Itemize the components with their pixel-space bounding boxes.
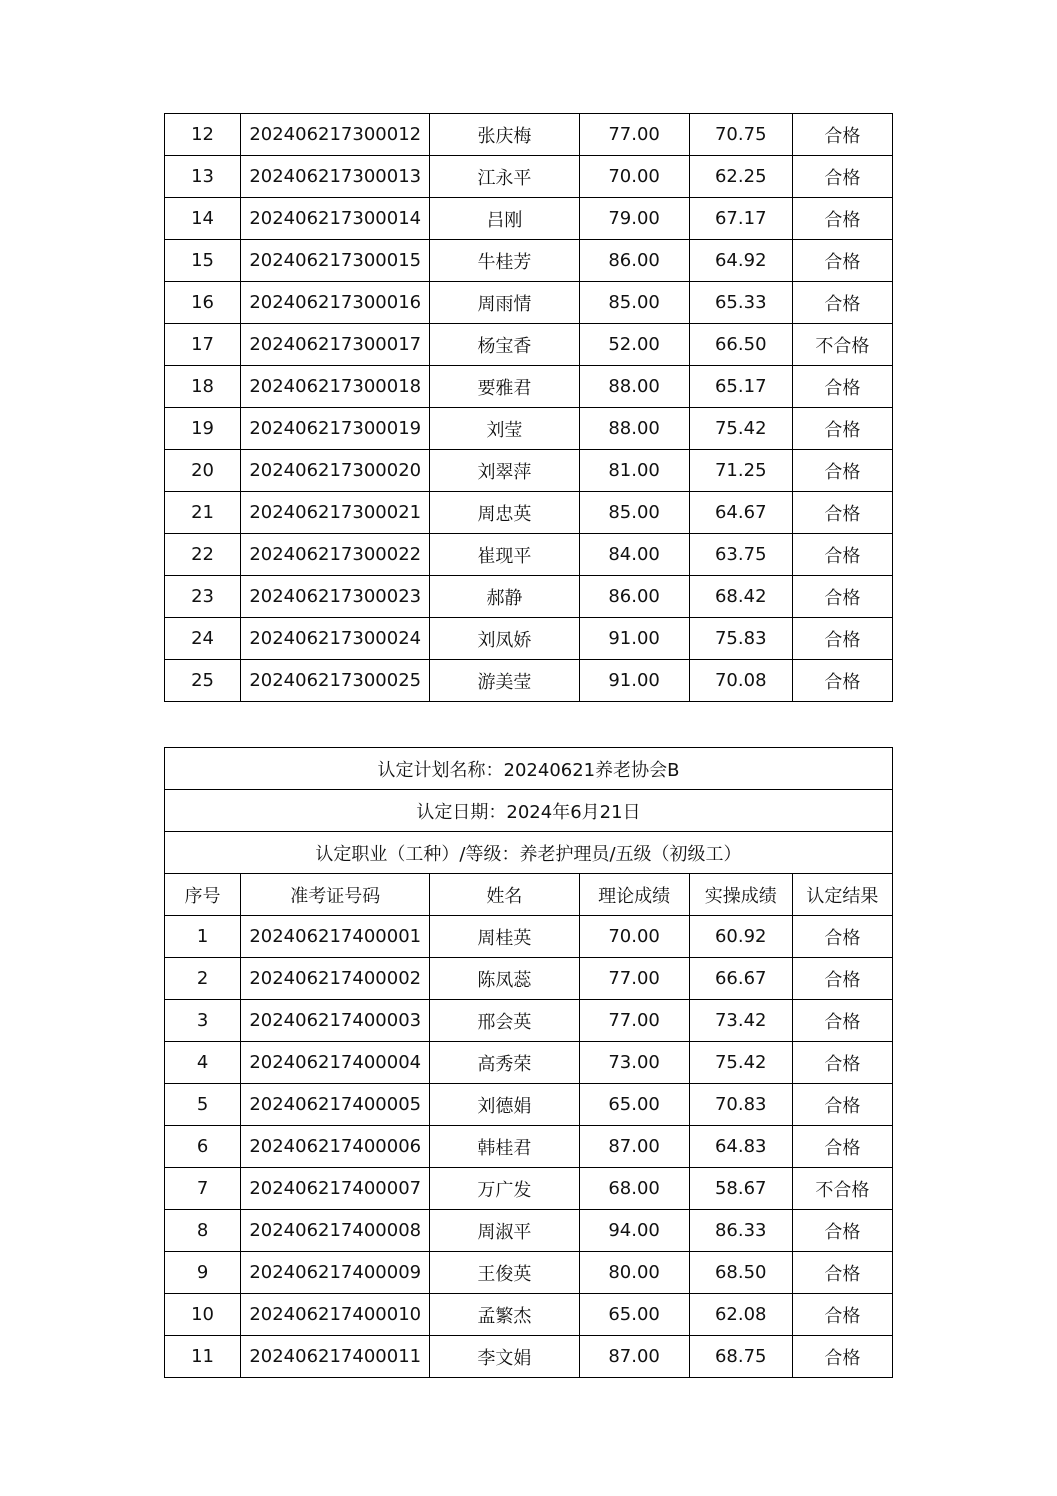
cell-name: 周桂英 [430, 916, 579, 958]
cell-result: 合格 [792, 156, 892, 198]
header-seq: 序号 [165, 874, 241, 916]
cell-ticket-number: 202406217400003 [241, 1000, 430, 1042]
cell-practical-score: 66.50 [689, 324, 792, 366]
results-table-continued [164, 113, 893, 702]
cell-name: 崔现平 [430, 534, 579, 576]
table-row [165, 492, 893, 534]
cell-result: 合格 [792, 408, 892, 450]
cell-practical-score: 71.25 [689, 450, 792, 492]
table-row [165, 1042, 893, 1084]
cell-theory-score: 91.00 [579, 618, 689, 660]
table-row [165, 1252, 893, 1294]
cell-theory-score: 70.00 [579, 156, 689, 198]
cell-result: 合格 [792, 534, 892, 576]
cell-theory-score: 86.00 [579, 576, 689, 618]
cell-ticket-number: 202406217300024 [241, 618, 430, 660]
plan-name: 认定计划名称：20240621养老协会B [165, 748, 893, 790]
results-table-b [164, 747, 893, 1378]
cell-result: 合格 [792, 1042, 892, 1084]
cell-result: 合格 [792, 1294, 892, 1336]
results-table-continued-body [165, 114, 893, 702]
table-row [165, 114, 893, 156]
cell-ticket-number: 202406217300021 [241, 492, 430, 534]
table-row [165, 618, 893, 660]
cell-theory-score: 94.00 [579, 1210, 689, 1252]
cell-result: 合格 [792, 1084, 892, 1126]
cell-practical-score: 60.92 [689, 916, 792, 958]
cell-name: 王俊英 [430, 1252, 579, 1294]
cell-practical-score: 68.50 [689, 1252, 792, 1294]
cell-practical-score: 64.83 [689, 1126, 792, 1168]
cell-practical-score: 86.33 [689, 1210, 792, 1252]
cell-practical-score: 66.67 [689, 958, 792, 1000]
cell-practical-score: 70.08 [689, 660, 792, 702]
cell-result: 合格 [792, 450, 892, 492]
cell-seq: 18 [165, 366, 241, 408]
cell-name: 刘翠萍 [430, 450, 579, 492]
cell-seq: 14 [165, 198, 241, 240]
cell-name: 吕刚 [430, 198, 579, 240]
cell-practical-score: 58.67 [689, 1168, 792, 1210]
cell-result: 合格 [792, 114, 892, 156]
cell-name: 邢会英 [430, 1000, 579, 1042]
cell-ticket-number: 202406217300018 [241, 366, 430, 408]
cell-practical-score: 62.25 [689, 156, 792, 198]
cell-name: 孟繁杰 [430, 1294, 579, 1336]
table-row [165, 198, 893, 240]
cell-ticket-number: 202406217400006 [241, 1126, 430, 1168]
cell-theory-score: 68.00 [579, 1168, 689, 1210]
cell-result: 合格 [792, 240, 892, 282]
cell-practical-score: 67.17 [689, 198, 792, 240]
cell-ticket-number: 202406217300016 [241, 282, 430, 324]
cell-seq: 15 [165, 240, 241, 282]
cell-practical-score: 68.42 [689, 576, 792, 618]
table-row [165, 408, 893, 450]
cell-name: 周淑平 [430, 1210, 579, 1252]
table-row [165, 1168, 893, 1210]
table-row [165, 366, 893, 408]
header-row [165, 874, 893, 916]
cell-seq: 21 [165, 492, 241, 534]
cell-practical-score: 63.75 [689, 534, 792, 576]
occupation-row [165, 832, 893, 874]
cell-seq: 6 [165, 1126, 241, 1168]
cell-name: 郝静 [430, 576, 579, 618]
cell-ticket-number: 202406217300019 [241, 408, 430, 450]
table-row [165, 240, 893, 282]
header-ticket: 准考证号码 [241, 874, 430, 916]
cell-seq: 20 [165, 450, 241, 492]
cell-theory-score: 52.00 [579, 324, 689, 366]
cell-seq: 13 [165, 156, 241, 198]
cell-result: 合格 [792, 660, 892, 702]
table-row [165, 916, 893, 958]
cell-theory-score: 65.00 [579, 1294, 689, 1336]
cell-practical-score: 68.75 [689, 1336, 792, 1378]
cell-theory-score: 88.00 [579, 408, 689, 450]
cell-theory-score: 87.00 [579, 1126, 689, 1168]
table-row [165, 958, 893, 1000]
cell-result: 合格 [792, 1000, 892, 1042]
cell-result: 合格 [792, 366, 892, 408]
cell-seq: 10 [165, 1294, 241, 1336]
cell-theory-score: 77.00 [579, 958, 689, 1000]
cell-name: 周忠英 [430, 492, 579, 534]
cell-name: 刘凤娇 [430, 618, 579, 660]
table-row [165, 1000, 893, 1042]
cell-practical-score: 65.33 [689, 282, 792, 324]
cell-name: 高秀荣 [430, 1042, 579, 1084]
cell-practical-score: 70.83 [689, 1084, 792, 1126]
cell-seq: 16 [165, 282, 241, 324]
cell-theory-score: 91.00 [579, 660, 689, 702]
header-name: 姓名 [430, 874, 579, 916]
table-row [165, 1336, 893, 1378]
occupation-level: 认定职业（工种）/等级：养老护理员/五级（初级工） [165, 832, 893, 874]
cell-result: 合格 [792, 916, 892, 958]
cell-theory-score: 86.00 [579, 240, 689, 282]
cell-name: 刘德娟 [430, 1084, 579, 1126]
certification-date: 认定日期：2024年6月21日 [165, 790, 893, 832]
cell-result: 合格 [792, 198, 892, 240]
cell-theory-score: 65.00 [579, 1084, 689, 1126]
cell-name: 陈凤蕊 [430, 958, 579, 1000]
cell-seq: 5 [165, 1084, 241, 1126]
cell-ticket-number: 202406217400001 [241, 916, 430, 958]
header-practical: 实操成绩 [689, 874, 792, 916]
table-row [165, 1294, 893, 1336]
cell-theory-score: 77.00 [579, 114, 689, 156]
cell-theory-score: 88.00 [579, 366, 689, 408]
cell-ticket-number: 202406217400008 [241, 1210, 430, 1252]
cell-theory-score: 73.00 [579, 1042, 689, 1084]
cell-ticket-number: 202406217400011 [241, 1336, 430, 1378]
cell-result: 合格 [792, 1126, 892, 1168]
cell-seq: 8 [165, 1210, 241, 1252]
cell-name: 要雅君 [430, 366, 579, 408]
cell-practical-score: 75.42 [689, 1042, 792, 1084]
cell-ticket-number: 202406217300013 [241, 156, 430, 198]
header-result: 认定结果 [792, 874, 892, 916]
cell-practical-score: 75.83 [689, 618, 792, 660]
plan-name-row [165, 748, 893, 790]
cell-ticket-number: 202406217400005 [241, 1084, 430, 1126]
cell-seq: 7 [165, 1168, 241, 1210]
cell-name: 张庆梅 [430, 114, 579, 156]
date-row [165, 790, 893, 832]
cell-name: 江永平 [430, 156, 579, 198]
cell-ticket-number: 202406217400010 [241, 1294, 430, 1336]
cell-practical-score: 64.92 [689, 240, 792, 282]
cell-result: 合格 [792, 492, 892, 534]
cell-result: 不合格 [792, 324, 892, 366]
cell-ticket-number: 202406217400002 [241, 958, 430, 1000]
cell-practical-score: 73.42 [689, 1000, 792, 1042]
cell-seq: 4 [165, 1042, 241, 1084]
cell-name: 刘莹 [430, 408, 579, 450]
cell-practical-score: 64.67 [689, 492, 792, 534]
table-row [165, 1126, 893, 1168]
cell-theory-score: 85.00 [579, 492, 689, 534]
cell-name: 杨宝香 [430, 324, 579, 366]
table-row [165, 1084, 893, 1126]
cell-seq: 1 [165, 916, 241, 958]
header-theory: 理论成绩 [579, 874, 689, 916]
cell-name: 李文娟 [430, 1336, 579, 1378]
cell-name: 游美莹 [430, 660, 579, 702]
cell-result: 合格 [792, 282, 892, 324]
cell-name: 万广发 [430, 1168, 579, 1210]
cell-ticket-number: 202406217400009 [241, 1252, 430, 1294]
cell-theory-score: 70.00 [579, 916, 689, 958]
cell-practical-score: 70.75 [689, 114, 792, 156]
cell-seq: 24 [165, 618, 241, 660]
cell-theory-score: 77.00 [579, 1000, 689, 1042]
cell-seq: 22 [165, 534, 241, 576]
cell-ticket-number: 202406217300025 [241, 660, 430, 702]
cell-name: 牛桂芳 [430, 240, 579, 282]
cell-seq: 12 [165, 114, 241, 156]
cell-ticket-number: 202406217400004 [241, 1042, 430, 1084]
cell-theory-score: 84.00 [579, 534, 689, 576]
cell-practical-score: 62.08 [689, 1294, 792, 1336]
cell-seq: 9 [165, 1252, 241, 1294]
cell-result: 不合格 [792, 1168, 892, 1210]
cell-ticket-number: 202406217400007 [241, 1168, 430, 1210]
cell-theory-score: 87.00 [579, 1336, 689, 1378]
cell-ticket-number: 202406217300023 [241, 576, 430, 618]
cell-theory-score: 79.00 [579, 198, 689, 240]
cell-seq: 3 [165, 1000, 241, 1042]
table-row [165, 156, 893, 198]
cell-theory-score: 85.00 [579, 282, 689, 324]
cell-ticket-number: 202406217300020 [241, 450, 430, 492]
cell-name: 周雨情 [430, 282, 579, 324]
cell-ticket-number: 202406217300012 [241, 114, 430, 156]
cell-result: 合格 [792, 1336, 892, 1378]
cell-theory-score: 80.00 [579, 1252, 689, 1294]
cell-seq: 2 [165, 958, 241, 1000]
cell-result: 合格 [792, 576, 892, 618]
table-row [165, 534, 893, 576]
results-table-b-body [165, 748, 893, 1378]
cell-seq: 19 [165, 408, 241, 450]
cell-result: 合格 [792, 618, 892, 660]
cell-practical-score: 65.17 [689, 366, 792, 408]
cell-seq: 17 [165, 324, 241, 366]
cell-ticket-number: 202406217300015 [241, 240, 430, 282]
cell-seq: 25 [165, 660, 241, 702]
cell-result: 合格 [792, 1252, 892, 1294]
cell-result: 合格 [792, 1210, 892, 1252]
cell-seq: 23 [165, 576, 241, 618]
table-row [165, 282, 893, 324]
table-row [165, 324, 893, 366]
table-row [165, 660, 893, 702]
cell-seq: 11 [165, 1336, 241, 1378]
table-row [165, 450, 893, 492]
table-row [165, 1210, 893, 1252]
cell-ticket-number: 202406217300017 [241, 324, 430, 366]
cell-ticket-number: 202406217300014 [241, 198, 430, 240]
cell-practical-score: 75.42 [689, 408, 792, 450]
cell-result: 合格 [792, 958, 892, 1000]
cell-theory-score: 81.00 [579, 450, 689, 492]
cell-name: 韩桂君 [430, 1126, 579, 1168]
cell-ticket-number: 202406217300022 [241, 534, 430, 576]
table-row [165, 576, 893, 618]
